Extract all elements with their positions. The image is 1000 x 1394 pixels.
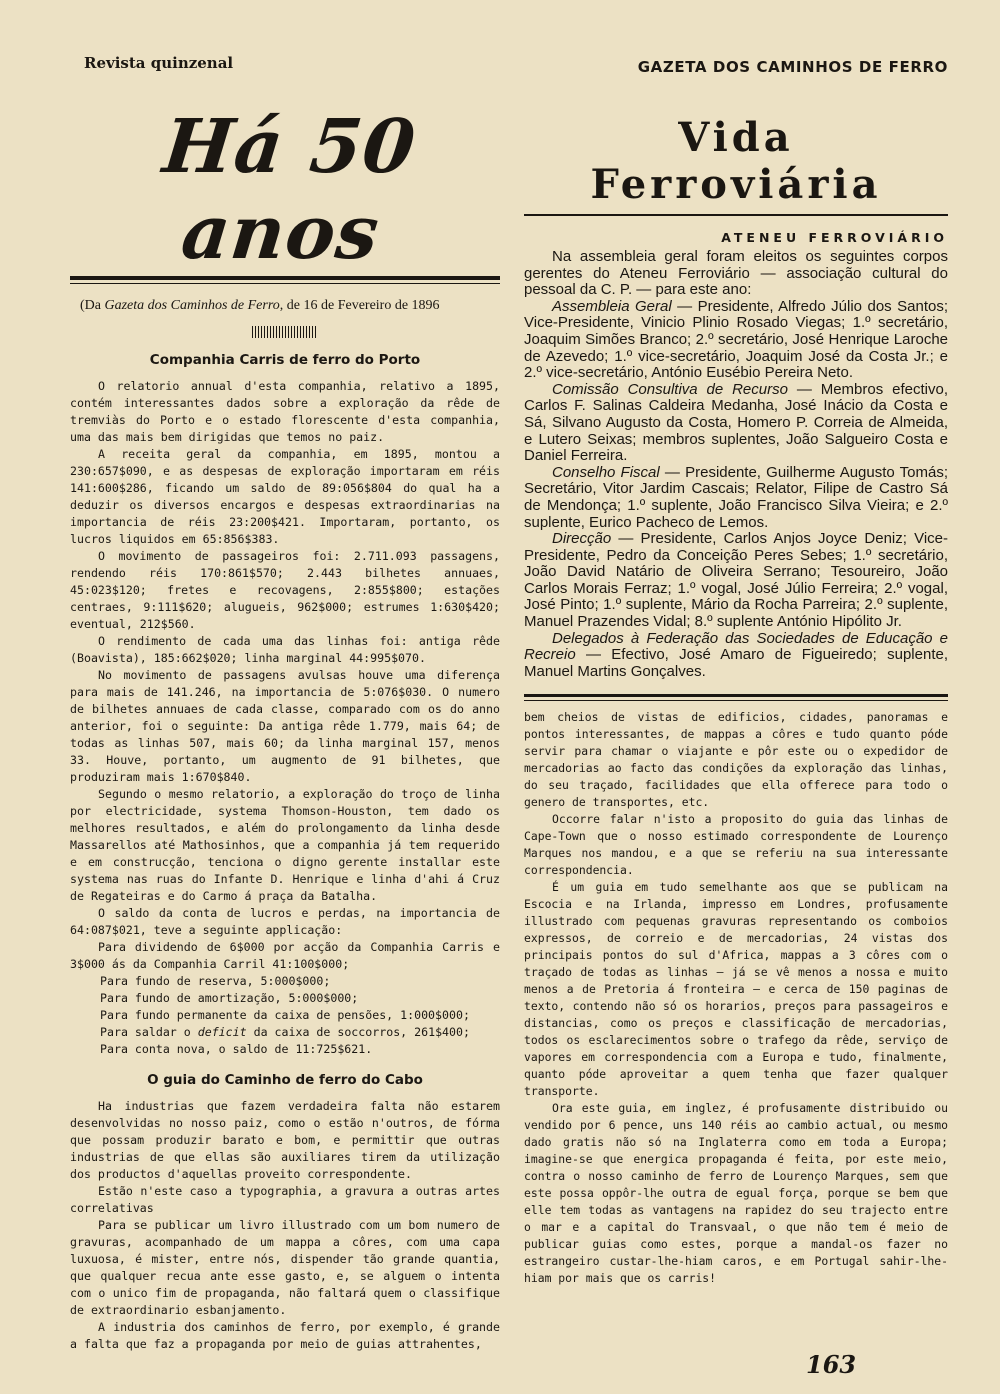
paragraph: Estão n'este caso a typographia, a gravura a outras artes correlativas bbox=[70, 1184, 500, 1215]
deficit-suffix: da caixa de soccorros, 261$400; bbox=[246, 1025, 470, 1039]
article-heading-ateneu: ATENEU FERROVIÁRIO bbox=[721, 230, 948, 245]
header-right: GAZETA DOS CAMINHOS DE FERRO bbox=[637, 58, 948, 76]
body-label: Direcção bbox=[552, 530, 612, 548]
page-number: 163 bbox=[806, 1350, 857, 1379]
elected-body bbox=[524, 631, 948, 681]
paragraph: O saldo da conta de lucros e perdas, na importancia de 64:087$021, teve a seguinte applicação: bbox=[70, 906, 500, 937]
list-item-deficit bbox=[70, 1024, 500, 1041]
list-item: Para conta nova, o saldo de 11:725$621. bbox=[100, 1042, 373, 1056]
column-separator-rule bbox=[524, 694, 948, 701]
paragraph: O movimento de passageiros foi: 2.711.093 passagens, rendendo réis 170:861$570; 2.443 bilhetes annuaes, 45:023$120; fretes e recovagens, 2:855$800; estações centraes, 9:111$620; alugueis, 962$000; estrumes 1:630$420; eventual, 212$560. bbox=[70, 549, 500, 631]
paragraph: Ha industrias que fazem verdadeira falta não estarem desenvolvidas no nosso paiz, como o estão n'outros, de fórma que possam produzir barato e bom, e permittir que outras industrias de que ellas são auxiliares tirem da utilização dos productos d'aquellas proveito correspondente. bbox=[70, 1099, 500, 1181]
article-heading-guia: O guia do Caminho de ferro do Cabo bbox=[147, 1072, 423, 1088]
list-item: Para fundo de amortização, 5:000$000; bbox=[100, 991, 359, 1005]
subtitle-date: , de 16 de Fevereiro de 1896 bbox=[279, 298, 440, 313]
elected-body bbox=[524, 465, 948, 531]
body-label: Assembleia Geral bbox=[552, 297, 672, 315]
paragraph: Para se publicar um livro illustrado com um bom numero de gravuras, acompanhado de um mappa a côres, com uma capa luxuosa, é mister, entre nós, dispender tão grande quantia, que qualquer recua ante esse gasto, e, se alguem o intenta com o unico fim de propaganda, não faltará quem o classifique de extraordinario esbanjamento. bbox=[70, 1218, 500, 1317]
deficit-prefix: Para saldar o bbox=[100, 1025, 198, 1039]
subtitle-prefix: (Da bbox=[80, 298, 105, 313]
paragraph: Segundo o mesmo relatorio, a exploração do troço de linha por electricidade, systema Thomson-Houston, tem dado os melhores resultados, e além do prolongamento da linha desde Massarellos até Mathosinhos, que a companhia já tem requerido e em construcção, tenciona o digno gerente installar este systema nas ruas do Infante D. Henrique e linha d'ahi á Cruz de Regateiras e do Carmo á praça da Batalha. bbox=[70, 787, 500, 903]
body-label: Conselho Fiscal bbox=[552, 463, 660, 481]
body-members: — Presidente, Guilherme Augusto Tomás; Secretário, Vitor Jardim Cascais; Relator, Filipe de Castro Sá de Mendonça; 1.º suplente, João Francisco Silva Vieira; e 2.º suplente, Eurico Pacheco de Lemos. bbox=[524, 463, 948, 531]
right-column bbox=[524, 100, 948, 1287]
paragraph: O relatorio annual d'esta companhia, relativo a 1895, contém interessantes dados sobre a exploração da rêde de tremviàs do Porto e o estado florescente d'esta companhia, uma das mais bem dirigidas que temos no paiz. bbox=[70, 379, 500, 444]
body-members: — Presidente, Alfredo Júlio dos Santos; Vice-Presidente, Vinicio Plinio Rosado Viegas; 1.º secretário, Joaquim Simões Branco; 2.º secretário, José Henrique Laroche de Azevedo; 1.º vice-secretário, Joaquim José da Costa Jr.; e 2.º vice-secretário, António Eusébio Pereira Neto. bbox=[524, 297, 948, 382]
title-rule bbox=[70, 276, 500, 284]
paragraph: O rendimento de cada uma das linhas foi: antiga rêde (Boavista), 185:662$020; linha marginal 44:995$070. bbox=[70, 634, 500, 665]
paragraph: Ora este guia, em inglez, é profusamente distribuido ou vendido por 6 pence, uns 140 réis ao cambio actual, ou mesmo dado gratis não só na Inglaterra como em toda a Europa; imagine-se que energica propaganda é feita, por este meio, contra o nosso caminho de ferro de Lourenço Marques, sem que este possa oppôr-lhe outra de egual força, porque se bem que elle tem todas as vantagens na rapidez do seu trajecto entre o mar e a capital do Transvaal, o que não tem é meio de publicar guias como estes, porque a mandal-os fazer no estrangeiro custar-lhe-hiam caros, e em Portugal sahir-lhe-hiam por mais que os carris! bbox=[524, 1101, 948, 1286]
list-item: Para fundo de reserva, 5:000$000; bbox=[100, 974, 331, 988]
left-column bbox=[70, 100, 500, 1353]
article-heading-carris: Companhia Carris de ferro do Porto bbox=[149, 352, 421, 368]
body-label: Delegados à Federação das Sociedades de Educação e Recreio bbox=[524, 629, 948, 664]
paragraph: No movimento de passagens avulsas houve uma diferença para mais de 141.246, na importancia de 5:076$030. O numero de bilhetes annuaes de cada classe, comparado com os do anno anterior, foi o seguinte: Da antiga rêde 1.779, mais 64; de todas as linhas 507, mais 60; da linha marginal 157, menos 33. Houve, portanto, um augmento de 91 bilhetes, que produziram mais 1:670$840. bbox=[70, 668, 500, 784]
body-members: — Membros efectivo, Carlos F. Salinas Caldeira Medanha, José Inácio da Costa e Sá, Silvano Augusto da Costa, Homero P. Correia de Almeida, e Lutero Seixas; membros suplentes, João Salgueiro Costa e Daniel Ferreira. bbox=[524, 380, 948, 465]
ornament-divider bbox=[252, 326, 318, 338]
paragraph: bem cheios de vistas de edificios, cidades, panoramas e pontos interessantes, de mappas a côres e tudo quanto póde servir para chamar o viajante e pôr este ou o expedidor de mercadorias ao facto das condições da exploração das linhas, do seu traçado, facilidades que ella offerece para todo o genero de transportes, etc. bbox=[524, 710, 948, 810]
section-title-ha-50-anos: Há 50 anos bbox=[159, 104, 420, 276]
elected-body bbox=[524, 531, 948, 631]
paragraph: Occorre falar n'isto a proposito do guia das linhas de Cape-Town que o nosso estimado correspondente de Lourenço Marques nos mandou, e a que se referiu na sua interessante correspondencia. bbox=[524, 812, 948, 878]
paragraph: A receita geral da companhia, em 1895, montou a 230:657$090, e as despesas de exploração importaram em réis 141:600$286, ficando um saldo de 89:056$804 do qual ha a deduzir os diversos encargos e despesas extraordinarias na importancia de réis 23:200$421. Importaram, portanto, os lucros liquidos em 65:856$383. bbox=[70, 447, 500, 546]
paragraph-intro: Na assembleia geral foram eleitos os seguintes corpos gerentes do Ateneu Ferroviário — associação cultural do pessoal da C. P. — para este ano: bbox=[524, 248, 948, 299]
paragraph: É um guia em tudo semelhante aos que se publicam na Escocia e na Irlanda, impresso em Londres, profusamente illustrado com pequenas gravuras representando os comboios expressos, de correio e de mercadorias, 24 vistas dos principais pontos do sul d'Africa, mappas a 3 côres com o traçado de todas as linhas — já se vê menos a nossa e muito menos a de Pretoria á fronteira — e cerca de 150 paginas de texto, contendo não só os horarios, preços para passageiros e distancias, como os preços e classificação de mercadorias, todos os esclarecimentos sobre o trafego da rêde, serviço de vapores em correspondencia com a Europa e tudo, finalmente, quanto póde aproveitar a quem tenha que fazer qualquer transporte. bbox=[524, 880, 948, 1099]
title-rule bbox=[524, 214, 948, 216]
body-members: — Presidente, Carlos Anjos Joyce Deniz; Vice-Presidente, Pedro da Conceição Peres Sebes; 1.º secretário, João David Natário de Oliveira Serrano; Tesoureiro, João Carlos Morais Ferraz; 1.º vogal, José Júlio Ferreira; 2.º vogal, José Pinto; 1.º suplente, Mário da Rocha Parreira; 2.º suplente, Manuel Prazendes Vidal; 8.º suplente António Hipólito Jr. bbox=[524, 530, 948, 631]
section-title-vida-ferroviaria: Vida Ferroviária bbox=[590, 114, 882, 208]
elected-body bbox=[524, 299, 948, 382]
subtitle-publication: Gazeta dos Caminhos de Ferro bbox=[104, 298, 280, 313]
header-left: Revista quinzenal bbox=[84, 54, 234, 72]
list-item: Para fundo permanente da caixa de pensões, 1:000$000; bbox=[100, 1008, 470, 1022]
elected-body bbox=[524, 382, 948, 465]
paragraph: A industria dos caminhos de ferro, por exemplo, é grande a falta que faz a propaganda por meio de guias attrahentes, bbox=[70, 1320, 500, 1351]
body-label: Comissão Consultiva de Recurso bbox=[552, 380, 788, 398]
paragraph: Para dividendo de 6$000 por acção da Companhia Carris e 3$000 ás da Companhia Carril 41:100$000; bbox=[70, 940, 500, 971]
body-members: — Efectivo, José Amaro de Figueiredo; suplente, Manuel Martins Gonçalves. bbox=[524, 646, 948, 680]
source-subtitle bbox=[80, 298, 500, 314]
deficit-word: deficit bbox=[197, 1025, 247, 1039]
